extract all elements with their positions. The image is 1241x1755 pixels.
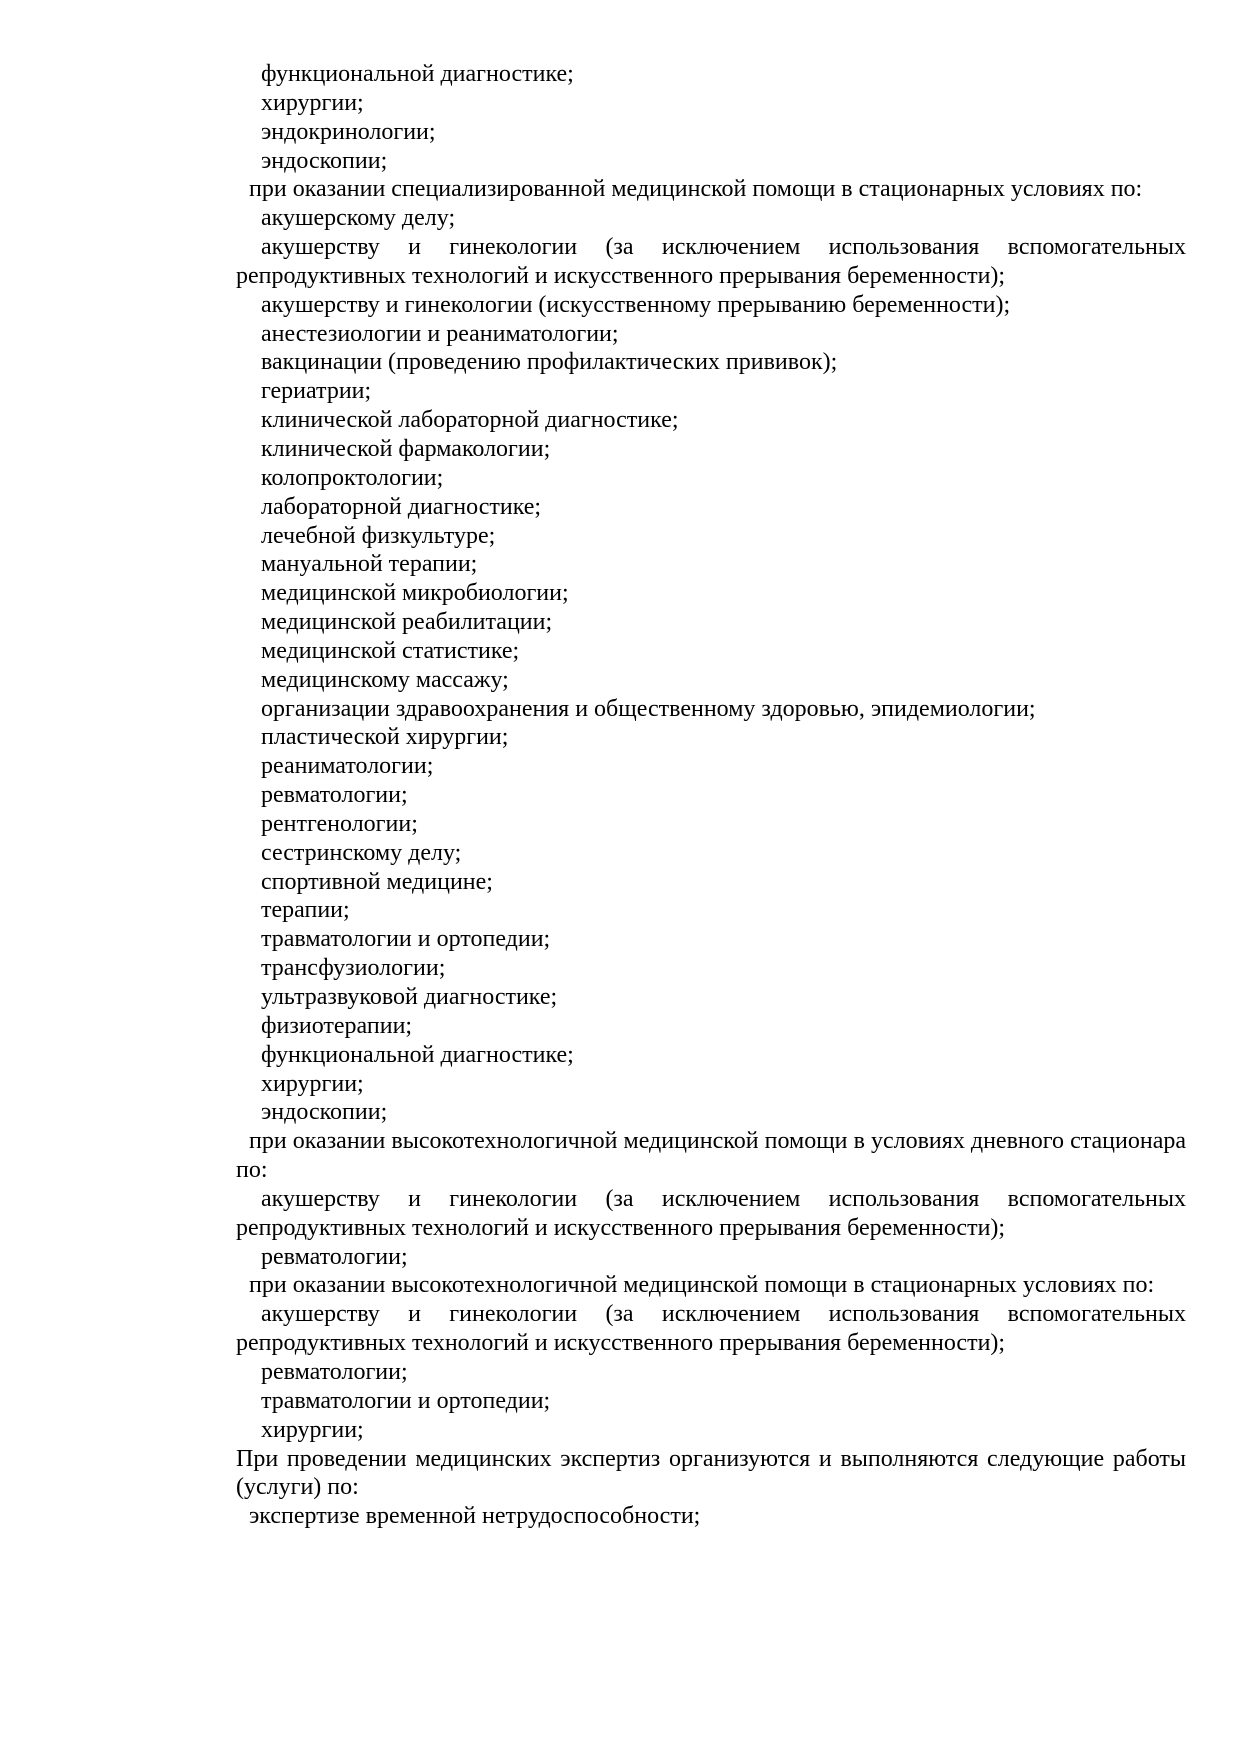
document-line: организации здравоохранения и общественному здоровью, эпидемиологии;: [261, 695, 1036, 722]
document-line: медицинской микробиологии;: [261, 580, 569, 607]
document-line: реаниматологии;: [261, 753, 434, 780]
document-line: при оказании специализированной медицинской помощи в стационарных условиях по:: [249, 176, 1143, 203]
document-page: [236, 60, 1186, 1531]
document-line: травматологии и ортопедии;: [261, 926, 551, 953]
document-body: [236, 60, 1186, 1531]
document-line: экспертизе временной нетрудоспособности;: [249, 1503, 701, 1530]
document-line: мануальной терапии;: [261, 551, 478, 578]
document-line: колопроктологии;: [261, 464, 444, 491]
document-line: спортивной медицине;: [261, 868, 493, 895]
document-line: вакцинации (проведению профилактических прививок);: [261, 349, 838, 376]
document-line: хирургии;: [261, 1070, 364, 1097]
document-line: медицинской реабилитации;: [261, 609, 553, 636]
document-line: лабораторной диагностике;: [261, 493, 542, 520]
document-line: акушерству и гинекологии (за исключением использования вспомогательных репродуктивных технологий и искусственного прерывания беременности);: [236, 1185, 1186, 1241]
document-line: акушерскому делу;: [261, 205, 456, 232]
document-line: эндоскопии;: [261, 1099, 388, 1126]
document-line: трансфузиологии;: [261, 955, 446, 982]
document-line: эндокринологии;: [261, 118, 436, 145]
document-line: эндоскопии;: [261, 147, 388, 174]
document-line: функциональной диагностике;: [261, 1041, 574, 1068]
document-line: рентгенологии;: [261, 810, 418, 837]
document-line: функциональной диагностике;: [261, 61, 574, 87]
document-line: ревматологии;: [261, 1243, 408, 1270]
document-line: при оказании высокотехнологичной медицинской помощи в условиях дневного стационара по:: [236, 1128, 1186, 1184]
document-line: лечебной физкультуре;: [261, 522, 496, 549]
document-line: акушерству и гинекологии (за исключением использования вспомогательных репродуктивных технологий и искусственного прерывания беременности);: [236, 1301, 1186, 1357]
document-line: ревматологии;: [261, 782, 408, 809]
document-line: сестринскому делу;: [261, 839, 462, 866]
document-line: акушерству и гинекологии (искусственному прерыванию беременности);: [261, 291, 1011, 318]
document-line: пластической хирургии;: [261, 724, 509, 751]
document-line: травматологии и ортопедии;: [261, 1387, 551, 1414]
document-line: ревматологии;: [261, 1358, 408, 1385]
document-line: акушерству и гинекологии (за исключением использования вспомогательных репродуктивных технологий и искусственного прерывания беременности);: [236, 234, 1186, 289]
document-line: клинической лабораторной диагностике;: [261, 407, 679, 434]
document-line: медицинскому массажу;: [261, 666, 509, 693]
document-line: терапии;: [261, 897, 350, 924]
document-line: хирургии;: [261, 89, 364, 116]
document-line: анестезиологии и реаниматологии;: [261, 320, 619, 347]
document-line: хирургии;: [261, 1416, 364, 1443]
document-line: медицинской статистике;: [261, 637, 520, 664]
document-line: физиотерапии;: [261, 1012, 413, 1039]
document-line: клинической фармакологии;: [261, 435, 551, 462]
document-line: При проведении медицинских экспертиз организуются и выполняются следующие работы (услуги) по:: [236, 1445, 1186, 1501]
document-line: при оказании высокотехнологичной медицинской помощи в стационарных условиях по:: [249, 1272, 1155, 1299]
document-line: гериатрии;: [261, 378, 372, 405]
document-line: ультразвуковой диагностике;: [261, 984, 558, 1010]
